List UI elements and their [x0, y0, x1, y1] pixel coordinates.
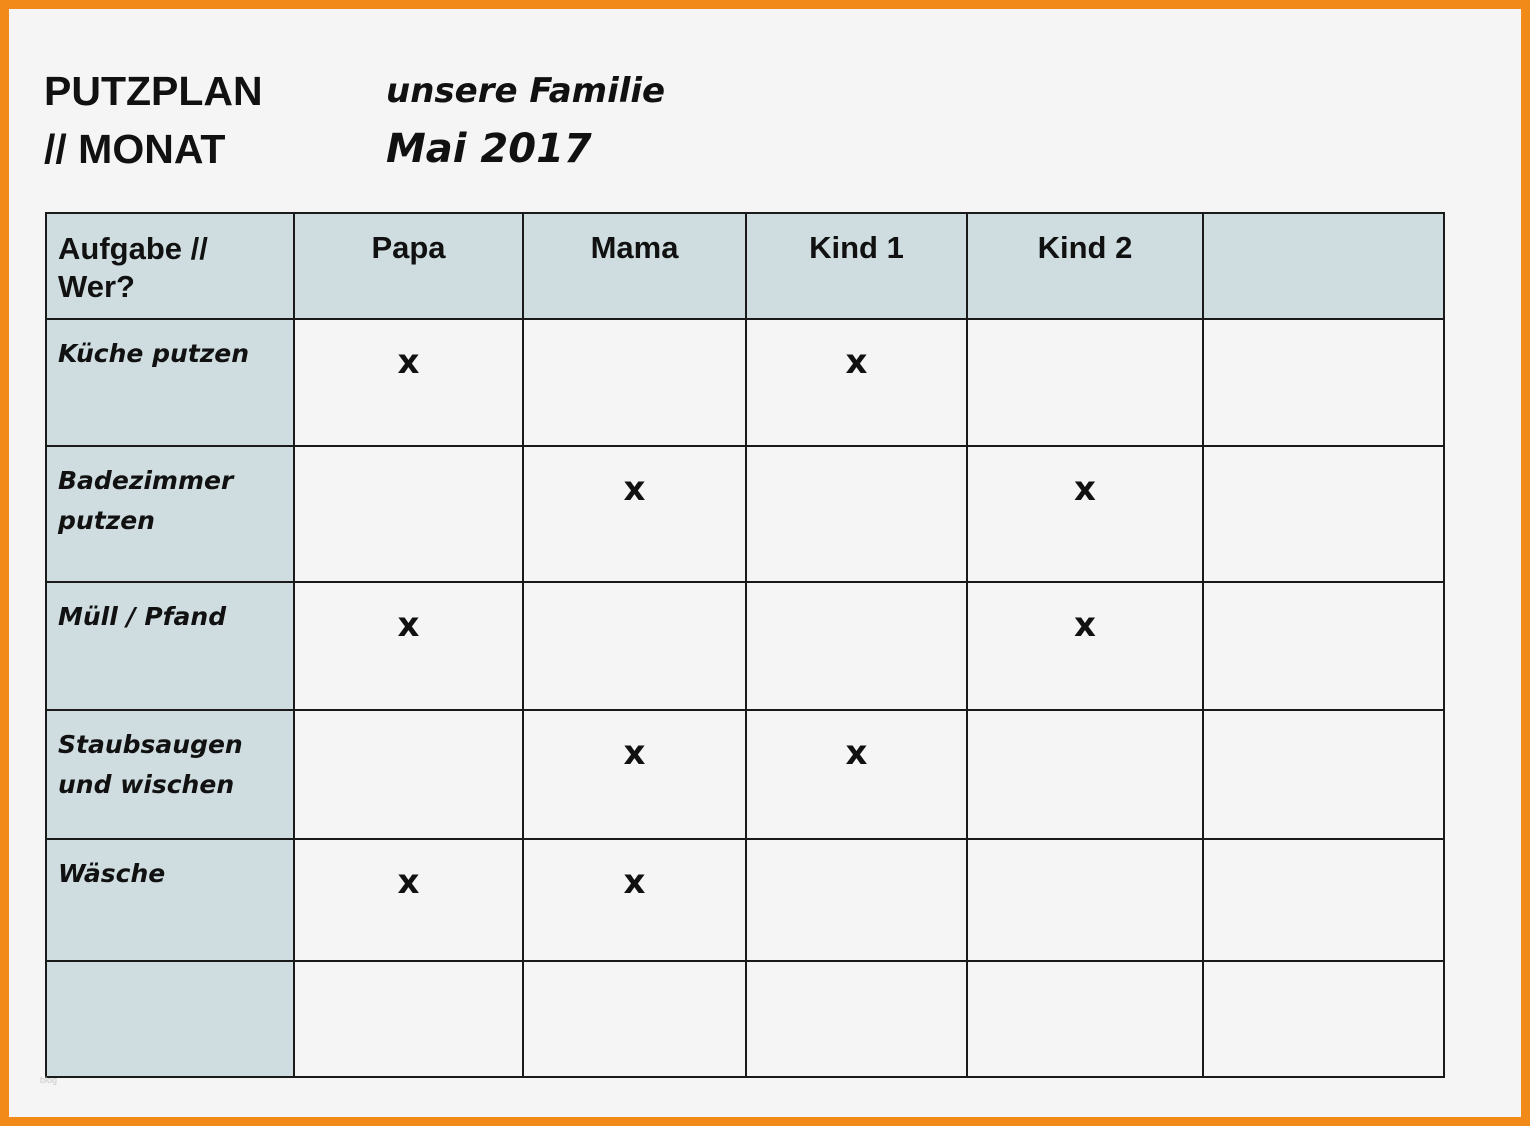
table-row	[46, 582, 1444, 710]
table-cell	[1203, 582, 1444, 710]
check-mark: x	[623, 733, 646, 773]
title-line-1: PUTZPLAN	[44, 68, 263, 114]
check-mark: x	[1074, 605, 1096, 645]
subtitle	[386, 62, 665, 178]
column-header	[1203, 213, 1444, 319]
table-cell	[1203, 319, 1444, 446]
check-mark: x	[397, 862, 420, 902]
page-title	[44, 62, 263, 178]
table-cell	[523, 446, 746, 582]
table-cell	[746, 319, 967, 446]
task-label: Badezimmer putzen	[46, 446, 294, 582]
check-mark: x	[397, 605, 420, 645]
table-cell	[1203, 710, 1444, 839]
table-cell	[523, 319, 746, 446]
table-cell	[1203, 961, 1444, 1077]
family-label: unsere Familie	[386, 71, 666, 111]
table-cell	[967, 710, 1203, 839]
table-cell	[746, 710, 967, 839]
table-cell	[294, 319, 523, 446]
table-row	[46, 961, 1444, 1077]
table-cell	[294, 839, 523, 961]
table-cell	[967, 319, 1203, 446]
table-row	[46, 710, 1444, 839]
month-label: Mai 2017	[386, 126, 592, 172]
header-row	[46, 213, 1444, 319]
table-cell	[746, 961, 967, 1077]
table-cell	[523, 839, 746, 961]
table-cell	[523, 961, 746, 1077]
check-mark: x	[845, 733, 868, 773]
table-row	[46, 319, 1444, 446]
table-cell	[294, 582, 523, 710]
check-mark: x	[1074, 469, 1096, 509]
table-cell	[967, 839, 1203, 961]
check-mark: x	[845, 342, 868, 382]
table-cell	[1203, 839, 1444, 961]
table-row	[46, 839, 1444, 961]
task-label: Wäsche	[46, 839, 294, 961]
table-cell	[746, 446, 967, 582]
table-cell	[967, 961, 1203, 1077]
table-cell	[746, 582, 967, 710]
column-header: Kind 2	[967, 213, 1203, 319]
table-cell	[294, 446, 523, 582]
table-cell	[967, 446, 1203, 582]
task-label	[46, 961, 294, 1077]
check-mark: x	[397, 342, 420, 382]
title-line-2: // MONAT	[44, 126, 226, 172]
column-header: Kind 1	[746, 213, 967, 319]
table-cell	[294, 961, 523, 1077]
check-mark: x	[623, 862, 646, 902]
table-cell	[523, 710, 746, 839]
task-label: Müll / Pfand	[46, 582, 294, 710]
check-mark: x	[623, 469, 646, 509]
table-cell	[523, 582, 746, 710]
table-cell	[294, 710, 523, 839]
table-row	[46, 446, 1444, 582]
table-cell	[746, 839, 967, 961]
column-header: Aufgabe // Wer?	[46, 213, 294, 319]
cleaning-plan-table	[45, 212, 1445, 1078]
table-cell	[967, 582, 1203, 710]
table-cell	[1203, 446, 1444, 582]
watermark: blog	[40, 1075, 58, 1085]
column-header: Mama	[523, 213, 746, 319]
column-header: Papa	[294, 213, 523, 319]
task-label: Küche putzen	[46, 319, 294, 446]
task-label: Staubsaugen und wischen	[46, 710, 294, 839]
